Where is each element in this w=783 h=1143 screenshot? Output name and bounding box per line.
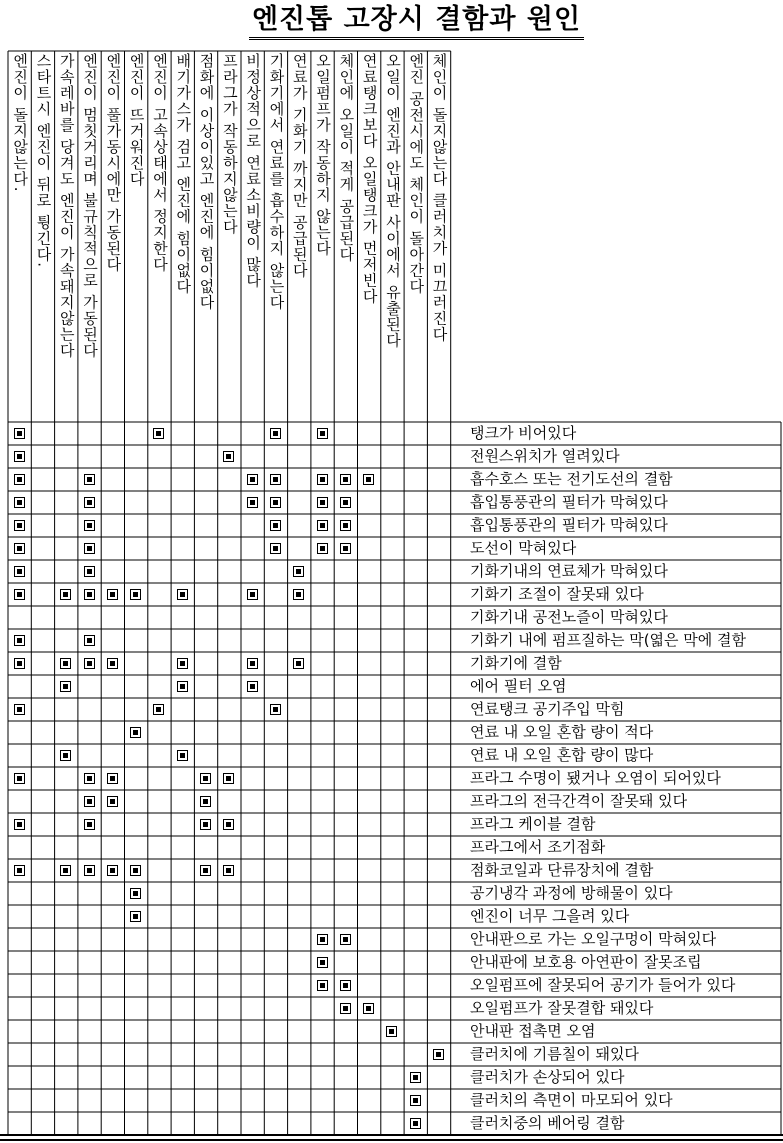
cause-label: 연료 내 오일 혼합 량이 많다 — [470, 746, 654, 764]
checked-mark — [317, 980, 328, 991]
checked-mark — [107, 796, 118, 807]
checked-mark — [270, 543, 281, 554]
cause-label: 에어 필터 오염 — [470, 677, 567, 695]
symptom-label: 연료탱크보다 오일탱크가 먼저빈다 — [360, 53, 379, 305]
cause-label: 도선이 막혀있다 — [470, 539, 577, 557]
symptom-header — [264, 53, 287, 420]
checked-mark — [200, 819, 211, 830]
symptom-header — [404, 53, 427, 420]
checked-mark — [223, 865, 234, 876]
checked-mark — [130, 888, 141, 899]
symptom-header — [381, 53, 404, 420]
symptom-label: 엔진이 멈칫거리며 불규칙적으로 가동된다 — [81, 53, 100, 359]
checked-mark — [410, 1072, 421, 1083]
symptom-header — [31, 53, 54, 420]
symptom-label: 프라그가 작동하지않는다 — [220, 53, 239, 235]
symptom-header — [148, 53, 171, 420]
symptom-header — [218, 53, 241, 420]
checked-mark — [363, 1003, 374, 1014]
checked-mark — [107, 658, 118, 669]
checked-mark — [433, 1049, 444, 1060]
cause-label: 프라그 케이블 결함 — [470, 815, 596, 833]
symptom-label: 가속레바를 당겨도 엔진이 가속돼지않는다 — [57, 53, 76, 359]
checked-mark — [410, 1095, 421, 1106]
checked-mark — [84, 865, 95, 876]
checked-mark — [386, 1026, 397, 1037]
symptom-header — [288, 53, 311, 420]
symptom-label: 기화기에서 연료를 흡수하지 않는다 — [267, 53, 286, 311]
symptom-header — [8, 53, 31, 420]
checked-mark — [14, 773, 25, 784]
checked-mark — [107, 589, 118, 600]
cause-label: 안내판 접촉면 오염 — [470, 1022, 596, 1040]
checked-mark — [340, 543, 351, 554]
symptom-label: 엔진이 풀가동시에만 가동된다 — [104, 53, 123, 273]
cause-label: 클러치의 측면이 마모되어 있다 — [470, 1091, 673, 1109]
checked-mark — [84, 520, 95, 531]
cause-label: 흡입통풍관의 필터가 막혀있다 — [470, 516, 668, 534]
cause-label: 점화코일과 단류장치에 결함 — [470, 861, 654, 879]
symptom-label: 비정상적으로 연료소비량이 많다 — [244, 53, 263, 289]
symptom-label: 점화에 이상이있고 엔진에 힘이없다 — [197, 53, 216, 311]
checked-mark — [340, 520, 351, 531]
checked-mark — [60, 750, 71, 761]
checked-mark — [60, 681, 71, 692]
checked-mark — [84, 658, 95, 669]
checked-mark — [84, 497, 95, 508]
checked-mark — [14, 589, 25, 600]
checked-mark — [270, 704, 281, 715]
checked-mark — [60, 658, 71, 669]
checked-mark — [247, 681, 258, 692]
symptom-header — [55, 53, 78, 420]
cause-label: 연료탱크 공기주입 막힘 — [470, 700, 625, 718]
cause-label: 프라그 수명이 됐거나 오염이 되어있다 — [470, 769, 721, 787]
checked-mark — [130, 589, 141, 600]
cause-label: 전원스위치가 열려있다 — [470, 447, 620, 465]
symptom-label: 배기가스가 검고 엔진에 힘이없다 — [174, 53, 193, 295]
checked-mark — [130, 911, 141, 922]
checked-mark — [317, 957, 328, 968]
checked-mark — [14, 658, 25, 669]
checked-mark — [317, 497, 328, 508]
checked-mark — [84, 796, 95, 807]
cause-label: 안내판에 보호용 아연판이 잘못조립 — [470, 953, 702, 971]
footer-rule — [0, 1139, 783, 1141]
checked-mark — [340, 980, 351, 991]
cause-label: 기화기에 결함 — [470, 654, 562, 672]
checked-mark — [84, 566, 95, 577]
checked-mark — [14, 819, 25, 830]
symptom-label: 연료가 기화기 까지만 공급된다 — [290, 53, 309, 279]
checked-mark — [293, 566, 304, 577]
cause-label: 클러치중의 베어링 결함 — [470, 1114, 625, 1132]
checked-mark — [317, 934, 328, 945]
symptom-header — [311, 53, 334, 420]
checked-mark — [317, 474, 328, 485]
checked-mark — [153, 428, 164, 439]
checked-mark — [84, 543, 95, 554]
symptom-header — [171, 53, 194, 420]
checked-mark — [340, 497, 351, 508]
checked-mark — [14, 520, 25, 531]
checked-mark — [14, 566, 25, 577]
cause-label: 프라그에서 조기점화 — [470, 838, 606, 856]
symptom-label: 엔진이 고속상태에서 정지한다 — [150, 53, 169, 273]
checked-mark — [14, 497, 25, 508]
checked-mark — [14, 474, 25, 485]
cause-label: 기화기내의 연료체가 막혀있다 — [470, 562, 668, 580]
cause-label: 흡입통풍관의 필터가 막혀있다 — [470, 493, 668, 511]
checked-mark — [410, 1118, 421, 1129]
checked-mark — [177, 750, 188, 761]
checked-mark — [293, 658, 304, 669]
cause-label: 공기냉각 과정에 방해물이 있다 — [470, 884, 673, 902]
cause-label: 흡수호스 또는 전기도선의 결함 — [470, 470, 673, 488]
title-text: 엔진톱 고장시 결함과 원인 — [249, 3, 584, 40]
checked-mark — [14, 635, 25, 646]
checked-mark — [317, 520, 328, 531]
checked-mark — [363, 474, 374, 485]
checked-mark — [317, 543, 328, 554]
checked-mark — [14, 865, 25, 876]
checked-mark — [14, 451, 25, 462]
checked-mark — [14, 428, 25, 439]
checked-mark — [247, 474, 258, 485]
cause-label: 프라그의 전극간격이 잘못돼 있다 — [470, 792, 688, 810]
checked-mark — [270, 497, 281, 508]
checked-mark — [60, 865, 71, 876]
checked-mark — [340, 474, 351, 485]
cause-label: 기화기 내에 펌프질하는 막(엷은 막에 결함 — [470, 631, 747, 649]
checked-mark — [223, 773, 234, 784]
checked-mark — [270, 474, 281, 485]
checked-mark — [247, 497, 258, 508]
checked-mark — [200, 796, 211, 807]
checked-mark — [130, 865, 141, 876]
checked-mark — [84, 773, 95, 784]
checked-mark — [153, 704, 164, 715]
checked-mark — [340, 934, 351, 945]
checked-mark — [293, 589, 304, 600]
checked-mark — [60, 589, 71, 600]
cause-label: 기화기 조절이 잘못돼 있다 — [470, 585, 644, 603]
cause-label: 탱크가 비어있다 — [470, 424, 577, 442]
checked-mark — [14, 704, 25, 715]
symptom-label: 엔진이 뜨거워진다 — [127, 53, 146, 187]
checked-mark — [107, 773, 118, 784]
checked-mark — [130, 727, 141, 738]
checked-mark — [247, 658, 258, 669]
checked-mark — [200, 865, 211, 876]
checked-mark — [177, 658, 188, 669]
cause-label: 기화기내 공전노즐이 막혀있다 — [470, 608, 668, 626]
checked-mark — [107, 865, 118, 876]
cause-label: 엔진이 너무 그을려 있다 — [470, 907, 630, 925]
symptom-header — [358, 53, 381, 420]
checked-mark — [177, 681, 188, 692]
symptom-label: 엔진 공전시에도 체인이 돌아간다 — [407, 53, 426, 295]
symptom-header — [101, 53, 124, 420]
symptom-label: 체인이 돌지않는다 클러치가 미끄러진다 — [430, 53, 449, 343]
symptom-header — [427, 53, 450, 420]
checked-mark — [270, 520, 281, 531]
checked-mark — [84, 819, 95, 830]
symptom-header — [241, 53, 264, 420]
checked-mark — [84, 474, 95, 485]
cause-label: 오일펌프에 잘못되어 공기가 들어가 있다 — [470, 976, 736, 994]
checked-mark — [200, 773, 211, 784]
checked-mark — [340, 1003, 351, 1014]
cause-label: 연료 내 오일 혼합 량이 적다 — [470, 723, 654, 741]
cause-label: 클러치가 손상되어 있다 — [470, 1068, 625, 1086]
symptom-header — [125, 53, 148, 420]
cause-label: 클러치에 기름칠이 돼있다 — [470, 1045, 639, 1063]
checked-mark — [14, 543, 25, 554]
checked-mark — [177, 589, 188, 600]
symptom-label: 오일이 엔진과 안내판 사이에서 유출된다 — [383, 53, 402, 349]
symptom-header — [334, 53, 357, 420]
checked-mark — [84, 635, 95, 646]
symptom-label: 오일펌프가 작동하지 않는다 — [314, 53, 333, 257]
footer-rule — [0, 1134, 783, 1136]
symptom-label: 체인에 오일이 적게 공급된다 — [337, 53, 356, 263]
symptom-header — [78, 53, 101, 420]
cause-label: 오일펌프가 잘못결합 돼있다 — [470, 999, 654, 1017]
checked-mark — [84, 589, 95, 600]
cause-label: 안내판으로 가는 오일구멍이 막혀있다 — [470, 930, 717, 948]
checked-mark — [317, 428, 328, 439]
checked-mark — [247, 589, 258, 600]
checked-mark — [270, 428, 281, 439]
symptom-label: 스타트시 엔진이 뒤로 튕긴다. — [34, 53, 53, 269]
symptom-label: 엔진이 돌지않는다. — [11, 53, 30, 193]
checked-mark — [223, 819, 234, 830]
symptom-header — [194, 53, 217, 420]
checked-mark — [223, 451, 234, 462]
